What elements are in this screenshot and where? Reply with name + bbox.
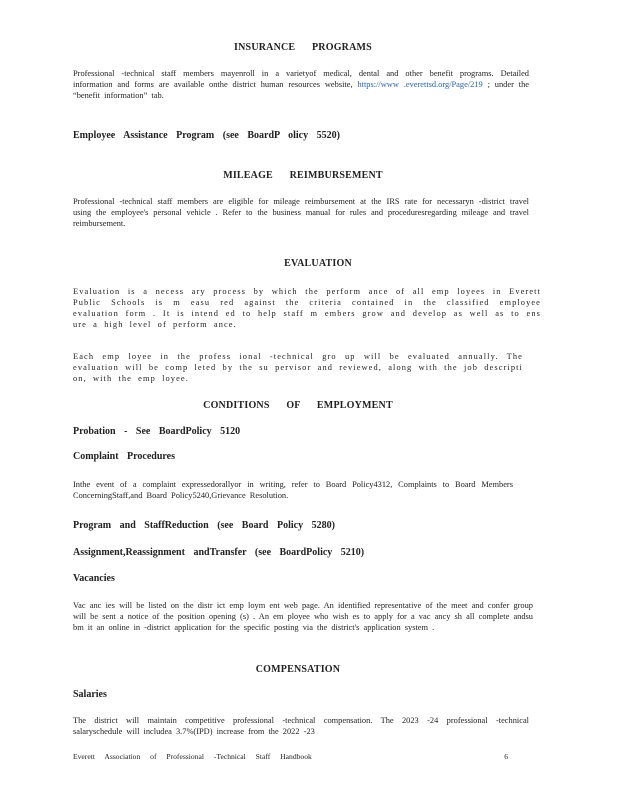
insurance-section: [73, 68, 529, 101]
evaluation-heading: EVALUATION: [284, 258, 352, 269]
conditions-heading: CONDITIONS OF EMPLOYMENT: [203, 400, 393, 411]
vacancies-heading: Vacancies: [73, 573, 115, 584]
mileage-paragraph: Professional -technical staff members are eligible for mileage reimbursement at the IRS rate for necessaryn -district travel using the employee's personal vehicle . Refer to the business manual for rules and proceduresregarding mileage and travel reimbursement.: [73, 197, 529, 228]
complaint-paragraph: Inthe event of a complaint expressedorallyor in writing, refer to Board Policy4312, Complaints to Board Members ConcerningStaff,and Board Policy5240,Grievance Resolution.: [73, 480, 513, 500]
insurance-text-after-link: ; under the “benefit information” tab.: [73, 80, 529, 100]
page-number: 6: [504, 752, 508, 761]
eap-heading: Employee Assistance Program (see BoardP olicy 5520): [73, 130, 340, 141]
complaint-heading: Complaint Procedures: [73, 451, 176, 462]
assignment-heading: Assignment,Reassignment andTransfer (see BoardPolicy 5210): [73, 547, 365, 558]
compensation-heading: COMPENSATION: [255, 664, 341, 675]
mileage-heading: MILEAGE REIMBURSEMENT: [223, 170, 383, 181]
insurance-text: Professional -technical staff members mayenroll in a varietyof medical, dental and other benefit programs. Detailed information and forms are available onthe district human resources website,: [73, 69, 529, 89]
program-reduction-heading: Program and StaffReduction (see Board Policy 5280): [73, 520, 335, 531]
insurance-paragraph: [73, 68, 529, 101]
footer-title: Everett Association of Professional -Technical Staff Handbook: [73, 752, 312, 761]
insurance-heading: INSURANCE PROGRAMS: [234, 42, 372, 53]
salaries-paragraph: The district will maintain competitive professional -technical compensation. The 2023 -24 professional -technical salaryschedule will includea 3.7%(IPD) increase from the 2022 -23: [73, 716, 529, 736]
page-footer: [73, 752, 508, 761]
evaluation-paragraph-2: Each emp loyee in the profess ional -technical gro up will be evaluated annually. The evaluation will be comp leted by the su pervisor and reviewed, along with the job descripti on, with the emp loyee.: [73, 352, 523, 383]
salaries-heading: Salaries: [73, 689, 107, 700]
vacancies-paragraph: Vac anc ies will be listed on the distr ict emp loym ent web page. An identified representative of the meet and confer group will be sent a notice of the position opening (s) . An em ployee who wish es to apply for a vac ancy sh all complete andsu bm it an online in -district application for the specific posting via the district's application system .: [73, 601, 533, 632]
benefits-link[interactable]: https://www .everettsd.org/Page/219: [357, 80, 483, 89]
probation-heading: Probation - See BoardPolicy 5120: [73, 426, 241, 437]
evaluation-paragraph-1: Evaluation is a necess ary process by which the perform ance of all emp loyees in Everett Public Schools is m easu red against the criteria contained in the classified employee evaluation form . It is intend ed to help staff m embers grow and develop as well as to ens ure a high level of perform ance.: [73, 287, 541, 329]
